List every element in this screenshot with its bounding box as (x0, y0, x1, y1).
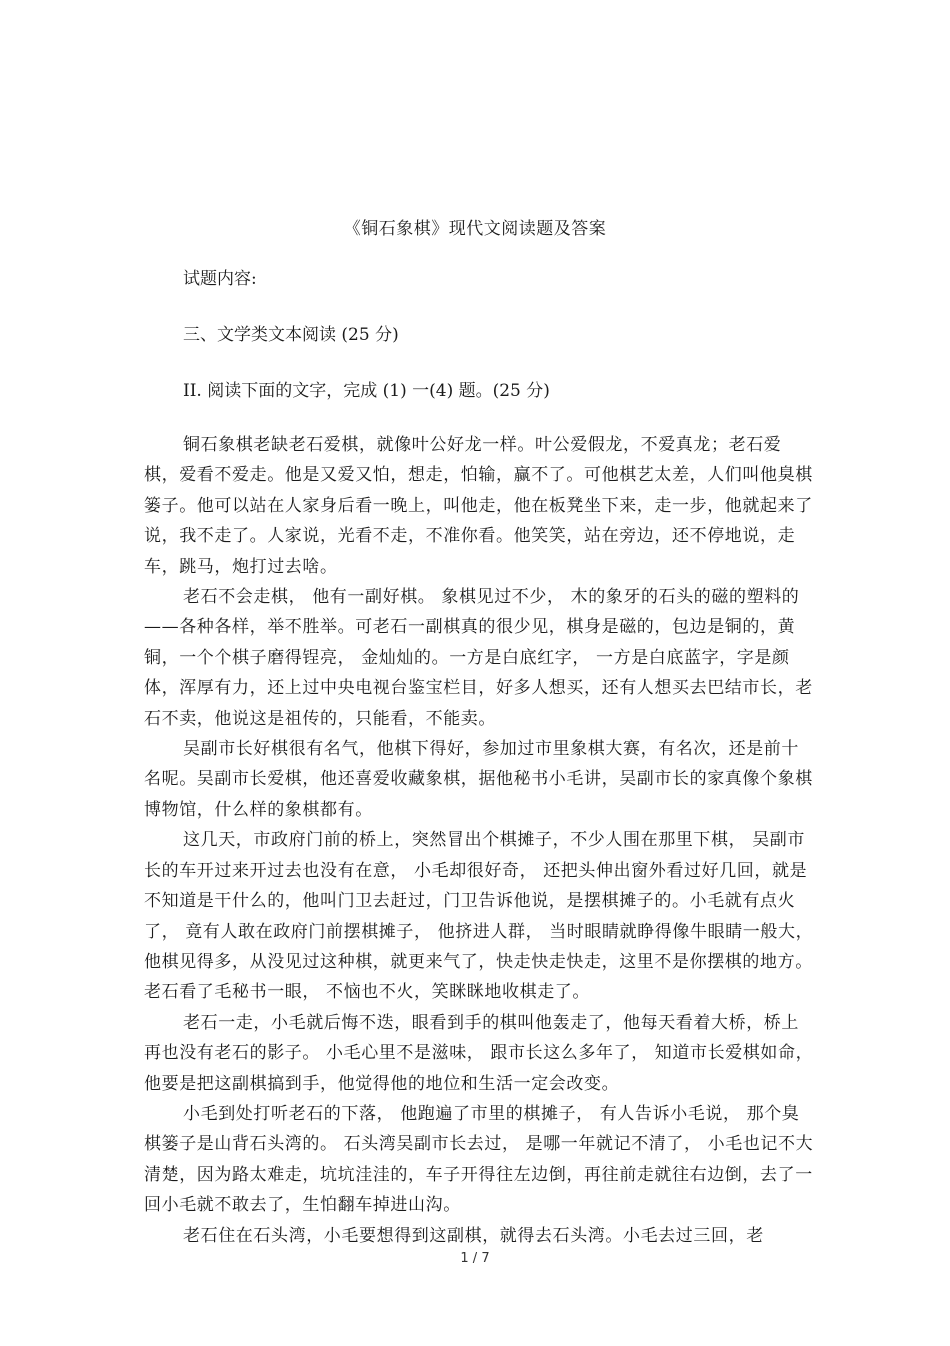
document-title: 《铜石象棋》现代文阅读题及答案 (343, 219, 607, 239)
paragraph: 老石不会走棋， 他有一副好棋。 象棋见过不少， 木的象牙的石头的磁的塑料的——各种各样，举不胜举。可老石一副棋真的很少见，棋身是磁的，包边是铜的，黄铜，一个个棋子磨得锃亮， 金灿灿的。一方是白底红字， 一方是白底蓝字，字是颜体，浑厚有力，还上过中央电视台鉴宝栏目，好多人想买，还有人想买去巴结市长，老石不卖，他说这是祖传的，只能看，不能卖。 (144, 587, 813, 729)
paragraph: 这几天，市政府门前的桥上，突然冒出个棋摊子，不少人围在那里下棋， 吴副市长的车开过来开过去也没有在意， 小毛却很好奇， 还把头伸出窗外看过好几回，就是不知道是干什么的，他叫门卫去赶过，门卫告诉他说，是摆棋摊子的。小毛就有点火了， 竟有人敢在政府门前摆棋摊子， 他挤进人群， 当时眼睛就睁得像牛眼睛一般大，他棋见得多，从没见过这种棋，就更来气了，快走快走快走，这里不是你摆棋的地方。 老石看了毛秘书一眼， 不恼也不火，笑眯眯地收棋走了。 (144, 830, 814, 1003)
page-number: 1 / 7 (460, 1251, 490, 1266)
paragraph: 吴副市长好棋很有名气，他棋下得好，参加过市里象棋大赛，有名次，还是前十名呢。吴副市长爱棋，他还喜爱收藏象棋，据他秘书小毛讲，吴副市长的家真像个象棋博物馆，什么样的象棋都有。 (144, 739, 813, 820)
paragraph: 老石一走，小毛就后悔不迭，眼看到手的棋叫他轰走了，他每天看着大桥，桥上再也没有老石的影子。 小毛心里不是滋味， 跟市长这么多年了， 知道市长爱棋如命，他要是把这副棋搞到手，他觉得他的地位和生活一定会改变。 (144, 1012, 814, 1094)
paragraph: 老石住在石头湾，小毛要想得到这副棋，就得去石头湾。小毛去过三回，老 (183, 1225, 764, 1246)
reading-passage (144, 430, 816, 1251)
section-label: 试题内容: (183, 269, 257, 289)
section-heading: 三、文学类文本阅读 (25 分) (183, 325, 399, 345)
paragraph: 小毛到处打听老石的下落， 他跑遍了市里的棋摊子， 有人告诉小毛说， 那个臭棋篓子是山背石头湾的。 石头湾吴副市长去过， 是哪一年就记不清了， 小毛也记不大清楚，因为路太难走，坑坑洼洼的，车子开得往左边倒，再往前走就往右边倒，去了一回小毛就不敢去了，生怕翻车掉进山沟。 (144, 1103, 814, 1216)
paragraph: 铜石象棋老缺老石爱棋，就像叶公好龙一样。叶公爱假龙，不爱真龙；老石爱棋，爱看不爱走。他是又爱又怕，想走，怕输，赢不了。可他棋艺太差，人们叫他臭棋篓子。他可以站在人家身后看一晚上，叫他走，他在板凳坐下来，走一步，他就起来了说，我不走了。人家说，光看不走，不准你看。他笑笑，站在旁边，还不停地说，走车，跳马，炮打过去啥。 (144, 435, 813, 577)
question-intro: II. 阅读下面的文字，完成 (1) 一(4) 题。(25 分) (183, 381, 550, 401)
